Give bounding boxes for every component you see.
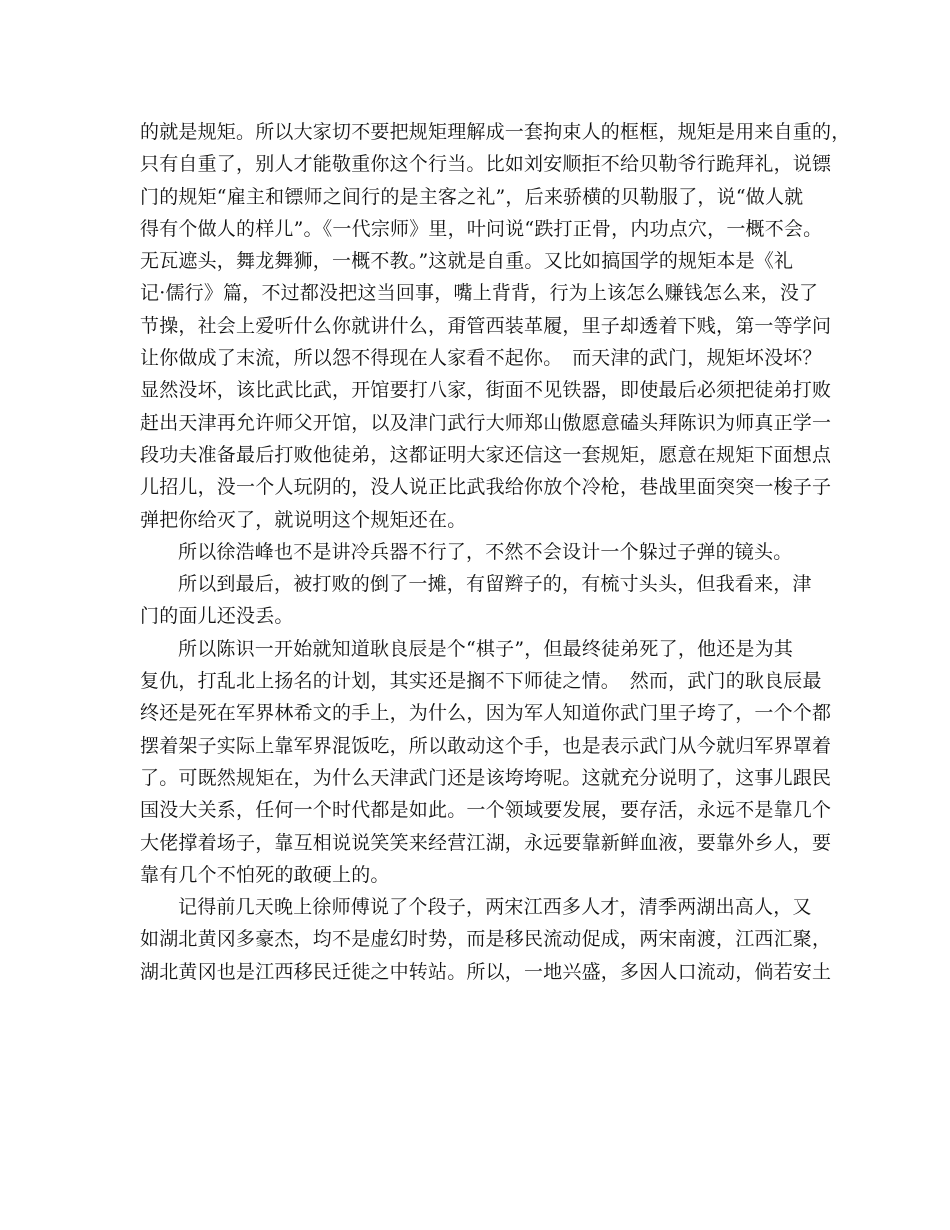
text-line: 只有自重了，别人才能敬重你这个行当。比如刘安顺拒不给贝勒爷行跪拜礼，说镖	[140, 153, 832, 176]
text-line: 显然没坏，该比武比武，开馆要打八家，街面不见铁器，即使最后必须把徒弟打败	[140, 379, 832, 402]
text-line: 国没大关系，任何一个时代都是如此。一个领域要发展，要存活，永远不是靠几个	[140, 799, 832, 822]
text-line: 靠有几个不怕死的敢硬上的。	[140, 863, 390, 886]
text-line: 段功夫准备最后打败他徒弟，这都证明大家还信这一套规矩，愿意在规矩下面想点	[140, 443, 832, 466]
text-line: 门的规矩“雇主和镖师之间行的是主客之礼”，后来骄横的贝勒服了，说“做人就	[140, 185, 804, 208]
text-line: 了。可既然规矩在，为什么天津武门还是该垮垮呢。这就充分说明了，这事儿跟民	[140, 766, 832, 789]
text-line: 儿招儿，没一个人玩阴的，没人说正比武我给你放个冷枪，巷战里面突突一梭子子	[140, 476, 832, 499]
text-line: 的就是规矩。所以大家切不要把规矩理解成一套拘束人的框框，规矩是用来自重的，	[140, 121, 851, 143]
text-line: 赶出天津再允许师父开馆，以及津门武行大师郑山傲愿意磕头拜陈识为师真正学一	[140, 411, 832, 434]
text-line: 如湖北黄冈多豪杰，均不是虚幻时势，而是移民流动促成，两宋南渡，江西汇聚，	[140, 928, 832, 951]
text-line: 得有个做人的样儿”。《一代宗师》里，叶问说“跌打正骨，内功点穴，一概不会。	[140, 217, 823, 240]
text-line: 终还是死在军界林希文的手上，为什么，因为军人知道你武门里子垮了，一个个都	[140, 702, 832, 725]
text-line: 复仇，打乱北上扬名的计划，其实还是搁不下师徒之情。 然而，武门的耿良辰最	[140, 670, 822, 693]
body-text	[140, 116, 851, 988]
paragraph-start-line: 所以陈识一开始就知道耿良辰是个“棋子”，但最终徒弟死了，他还是为其	[178, 637, 794, 660]
text-line: 记·儒行》篇，不过都没把这当回事，嘴上背背，行为上该怎么赚钱怎么来，没了	[140, 282, 819, 305]
text-line: 摆着架子实际上靠军界混饭吃，所以敢动这个手，也是表示武门从今就归军界罩着	[140, 734, 832, 757]
paragraph-start-line: 所以到最后，被打败的倒了一摊，有留辫子的，有梳寸头头，但我看来，津	[178, 573, 812, 596]
text-line: 门的面儿还没丢。	[140, 605, 294, 628]
text-line: 弹把你给灭了，就说明这个规矩还在。	[140, 508, 467, 531]
text-line: 湖北黄冈也是江西移民迁徙之中转站。所以，一地兴盛，多因人口流动，倘若安土	[140, 960, 832, 983]
paragraph-start-line: 记得前几天晚上徐师傅说了个段子，两宋江西多人才，清季两湖出高人，又	[178, 896, 812, 919]
text-line: 让你做成了末流，所以怨不得现在人家看不起你。 而天津的武门，规矩坏没坏？	[140, 347, 822, 370]
text-line: 大佬撑着场子，靠互相说说笑笑来经营江湖，永远要靠新鲜血液，要靠外乡人，要	[140, 831, 832, 854]
text-line: 节操，社会上爱听什么你就讲什么，甭管西装革履，里子却透着下贱，第一等学问	[140, 314, 832, 337]
text-line: 无瓦遮头，舞龙舞狮，一概不教。”这就是自重。又比如搞国学的规矩本是《礼	[140, 250, 794, 273]
paragraph-start-line: 所以徐浩峰也不是讲冷兵器不行了，不然不会设计一个躲过子弹的镜头。	[178, 540, 793, 563]
